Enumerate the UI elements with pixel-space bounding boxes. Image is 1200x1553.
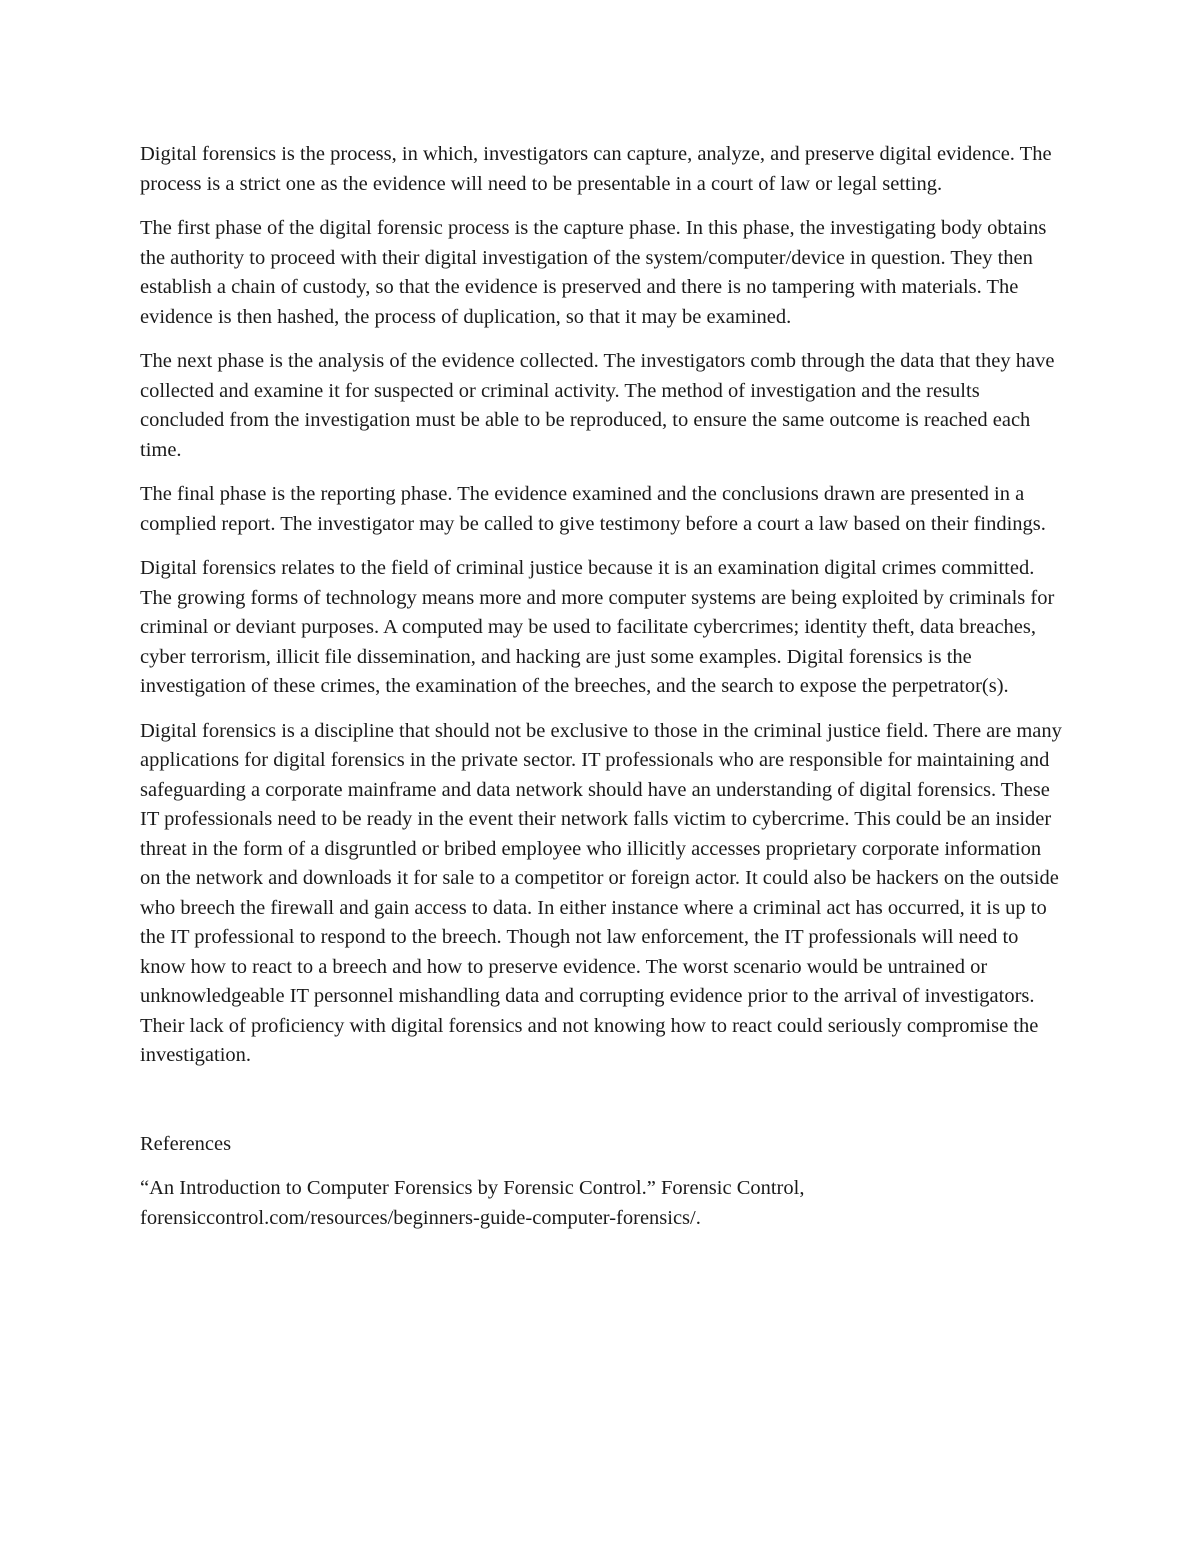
references-heading: References xyxy=(140,1132,232,1155)
paragraph-capture-phase: The first phase of the digital forensic process is the capture phase. In this phase, the investigating body obtains the authority to proceed with their digital investigation of the system/computer/device in question. They then establish a chain of custody, so that the evidence is preserved and there is no tampering with materials. The evidence is then hashed, the process of duplication, so that it may be examined. xyxy=(140,217,1047,328)
paragraph-private-sector: Digital forensics is a discipline that should not be exclusive to those in the criminal justice field. There are many applications for digital forensics in the private sector. IT professionals who are responsible for maintaining and safeguarding a corporate mainframe and data network should have an understanding of digital forensics. These IT professionals need to be ready in the event their network falls victim to cybercrime. This could be an insider threat in the form of a disgruntled or bribed employee who illicitly accesses proprietary corporate information on the network and downloads it for sale to a competitor or foreign actor. It could also be hackers on the outside who breech the firewall and gain access to data. In either instance where a criminal act has occurred, it is up to the IT professional to respond to the breech. Though not law enforcement, the IT professionals will need to know how to react to a breech and how to preserve evidence. The worst scenario would be untrained or unknowledgeable IT personnel mishandling data and corrupting evidence prior to the arrival of investigators. Their lack of proficiency with digital forensics and not knowing how to react could seriously compromise the investigation. xyxy=(140,719,1062,1066)
paragraph-introduction: Digital forensics is the process, in which, investigators can capture, analyze, and preserve digital evidence. The process is a strict one as the evidence will need to be presentable in a court of law or legal setting. xyxy=(140,143,1052,195)
paragraph-criminal-justice: Digital forensics relates to the field of criminal justice because it is an examination digital crimes committed. The growing forms of technology means more and more computer systems are being exploited by criminals for criminal or deviant purposes. A computed may be used to facilitate cybercrimes; identity theft, data breaches, cyber terrorism, illicit file dissemination, and hacking are just some examples. Digital forensics is the investigation of these crimes, the examination of the breeches, and the search to expose the perpetrator(s). xyxy=(140,557,1055,697)
reference-entry: “An Introduction to Computer Forensics by Forensic Control.” Forensic Control, forensiccontrol.com/resources/beginners-guide-computer-forensics/. xyxy=(140,1177,805,1229)
paragraph-analysis-phase: The next phase is the analysis of the evidence collected. The investigators comb through the data that they have collected and examine it for suspected or criminal activity. The method of investigation and the results concluded from the investigation must be able to be reproduced, to ensure the same outcome is reached each time. xyxy=(140,350,1055,461)
document-page xyxy=(140,140,1065,1248)
paragraph-reporting-phase: The final phase is the reporting phase. The evidence examined and the conclusions drawn are presented in a complied report. The investigator may be called to give testimony before a court a law based on their findings. xyxy=(140,483,1046,535)
